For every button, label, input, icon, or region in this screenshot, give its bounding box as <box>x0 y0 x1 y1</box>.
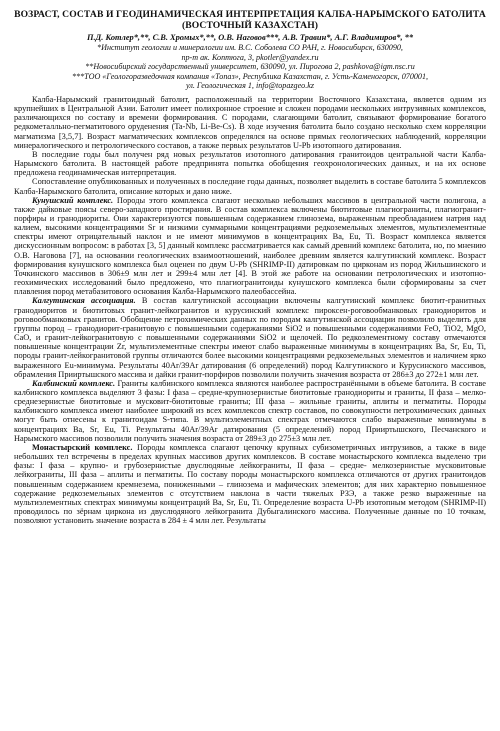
paragraph-text: Сопоставление опубликованных и полученных в последние годы данных, позволяет выделить в составе батолита 5 комплексов Калба-Нарымского батолита, описание которых и дано ниже. <box>14 177 486 196</box>
affiliation-line: пр-т ак. Коптюга, 3, pkotler@yandex.ru <box>181 52 319 62</box>
affiliation-line: **Новосибирский государственный университет, 630090, ул. Пирогова 2, pashkova@igm.nsc.ru <box>85 62 415 72</box>
paragraph-lead: Кунушский комплекс. <box>32 195 114 205</box>
body-paragraph <box>14 296 486 378</box>
paragraph-lead: Калгутинская ассоциация. <box>32 296 136 306</box>
affiliation-line: ул. Геологическая 1, info@topazgeo.kz <box>185 81 314 91</box>
body-paragraph <box>14 150 486 177</box>
body-paragraph <box>14 177 486 195</box>
paragraph-lead: Монастырский комплекс. <box>32 442 133 452</box>
paragraph-text: Калба-Нарымский гранитоидный батолит, расположенный на территории Восточного Казахстана, является одним из крупнейших в Центральной Азии. Батолит имеет полихронное строение и сложен породами нескольких интрузивных комплексов, различающихся по составу и времени формирования. С породами, слагающими батолит, связывают формирование богатого редкометалльно-пегматитового оруденения (Ta-Nb, Li-Be-Cs). В ходе изучения батолита было создано несколько схем корреляции магматизма [3,5,7]. Возраст магматических комплексов определялся на основе прямых геологических наблюдений, корреляции минералогического и петрологического составов, а также первых результатов U-Pb изотопного датирования. <box>14 94 486 150</box>
body-paragraph <box>14 443 486 525</box>
paragraph-text: Породы этого комплекса слагают несколько небольших массивов в центральной части полигона, а также дайковые поясы северо-западного простирания. В состав комплекса включены биотитовые плагиограниты, плагиогранит-порфиры и гранодиориты. Они характеризуются повышенным содержанием глинозема, выраженным преобладанием натрия над калием, высокими концентрациями Sr и низкими суммарными концентрациями редкоземельных элементов, мультиэлементные спектры имеют отрицательный наклон и не имеют минимумов в концентрациях Ba, Eu, Ti. Возраст комплекса является дискуссионным вопросом: в работах [3, 5] данный комплекс рассматривается как самый древний комплекс батолита, но, по мнению О.В. Наговова [7], на основании геологических взаимоотношений, наиболее древним является калгутинский комплекс. Возраст формирования кунушского комплекса был оценен по двум U-Pb (SHRIMP-II) датировкам по цирконам из пород Жильшинского и Точкинского массивов в 306±9 млн лет и 299±4 млн лет [4]. В этой же работе на основании петрологических и изотопно-геохимических исследований было предложено, что плагиогранитоиды кунушского комплекса были сформированы за счет плавления пород метабазитового основания Калба-Нарымского палеобассейна. <box>14 195 486 297</box>
body-paragraph <box>14 196 486 297</box>
article-body <box>14 95 486 525</box>
paragraph-lead: Калбинский комплекс. <box>32 378 116 388</box>
paper-title: ВОЗРАСТ, СОСТАВ И ГЕОДИНАМИЧЕСКАЯ ИНТЕРПРЕТАЦИЯ КАЛБА-НАРЫМСКОГО БАТОЛИТА (ВОСТОЧНЫЙ КАЗАХСТАН) <box>14 9 486 31</box>
body-paragraph <box>14 95 486 150</box>
paragraph-text: В состав калгутинской ассоциации включены калгутинский комплекс биотит-гранитных гранодиоритов и биотитовых гранит-лейкогранитов и курусинский комплекс пироксен-роговообманковых гранодиоритов и роговообманковых гранитов. Обобщение петрохимических данных по породам калгутинской ассоциации позволило выделить для группы пород – гранодиорит-гранитовую с повышенными содержаниями SiO2 и повышенными содержаниями FeO, TiO2, MgO, CaO, и гранит-лейкогранитовую с повышенными содержаниями SiO2 и щелочей. По редкоэлементному составу отмечаются повышенные концентрации Zr, мультиэлементные спектры имеют слабо выраженные минимумы в концентрациях Ba, Sr, Eu, Ti, породы гранит-лейкогранитовой группы отличаются более высокими концентрациями редкоземельных элементов и наличием ярко выраженного Eu-минимума. Результаты 40Ar/39Ar датирования (6 определений) пород Калгутинского и Курусинского массивов, обрамления Прииртышского массива и дайки гранит-порфиров позволили получить значения возраста от 286±3 до 272±1 млн лет. <box>14 296 486 379</box>
affiliation-line: ***ТОО «Геологоразведочная компания «Топаз», Республика Казахстан, г. Усть-Каменогорск, 070001, <box>71 71 429 81</box>
paragraph-text: В последние годы был получен ряд новых результатов изотопного датирования гранитоидов центральной части Калба-Нарымского батолита. В настоящей работе предпринята попытка обобщения геохронологических данных, и на их основе предложена геодинамическая интерпретация. <box>14 149 486 178</box>
body-paragraph <box>14 379 486 443</box>
affiliation-line: *Институт геологии и минералогии им. В.С. Соболева СО РАН, г. Новосибирск, 630090, <box>97 43 403 52</box>
affiliation-block <box>14 43 486 91</box>
paragraph-text: Породы комплекса слагают цепочку крупных субизометричных интрузивов, а также в виде небольших тел встречены в пределах крупных массивов других комплексов. В составе монастырского комплекса выделено три фазы: I фаза – крупно- и грубозернистые двуслюдяные лейкограниты, II фаза – средне- мелкозернистые мусковитовые лейкограниты, III фаза – аплиты и пегматиты. По составу породы монастырского комплекса отличаются от других гранитоидов повышенным содержанием кремнезема, пониженными – глинозема и мафических элементов; для них характерно повышенное содержание редкоземельных элементов с отсутствием наклона в части тяжелых РЗЭ, а также резко выраженные на мультиэлементных спектрах минимумы концентраций Ba, Sr, Eu, Ti. Определение возраста U-Pb изотопным методом (SHRIMP-II) проводилось по зёрнам циркона из двуслюдяного лейкогранита Дубыгалинского массива. Полученные данные по 10 точкам, позволяют установить значение возраста в 284 ± 4 млн лет. Результаты <box>14 442 487 526</box>
author-list: П.Д. Котлер*,**, С.В. Хромых*,**, О.В. Наговов***, А.В. Травин*, А.Г. Владимиров*, ** <box>86 33 414 42</box>
paragraph-text: Граниты калбинского комплекса являются наиболее распространёнными в объеме батолита. В составе калбинского комплекса выделяют 3 фазы: I фаза – средне-крупнозернистые биотитовые гранодиориты и граниты, II фаза – мелко-среднезернистые биотитовые и мусковит-биотитовые граниты; III фаза – жильные граниты, аплиты и пегматиты. Породы калбинского комплекса имеют наиболее широкий из всех комплексов спектр составов, по совокупности петрохимических данных могут быть отнесены к гранитоидам S-типа. В мультиэлементных спектрах отмечаются слабо выраженные минимумы в концентрациях Ba, Sr, Eu, Ti. Результаты 40Ar/39Ar датирования (5 определений) пород Прииртышского, Песчанского и Нарымского массивов позволили получить значения возраста от 289±3 до 275±3 млн лет. <box>14 378 486 443</box>
